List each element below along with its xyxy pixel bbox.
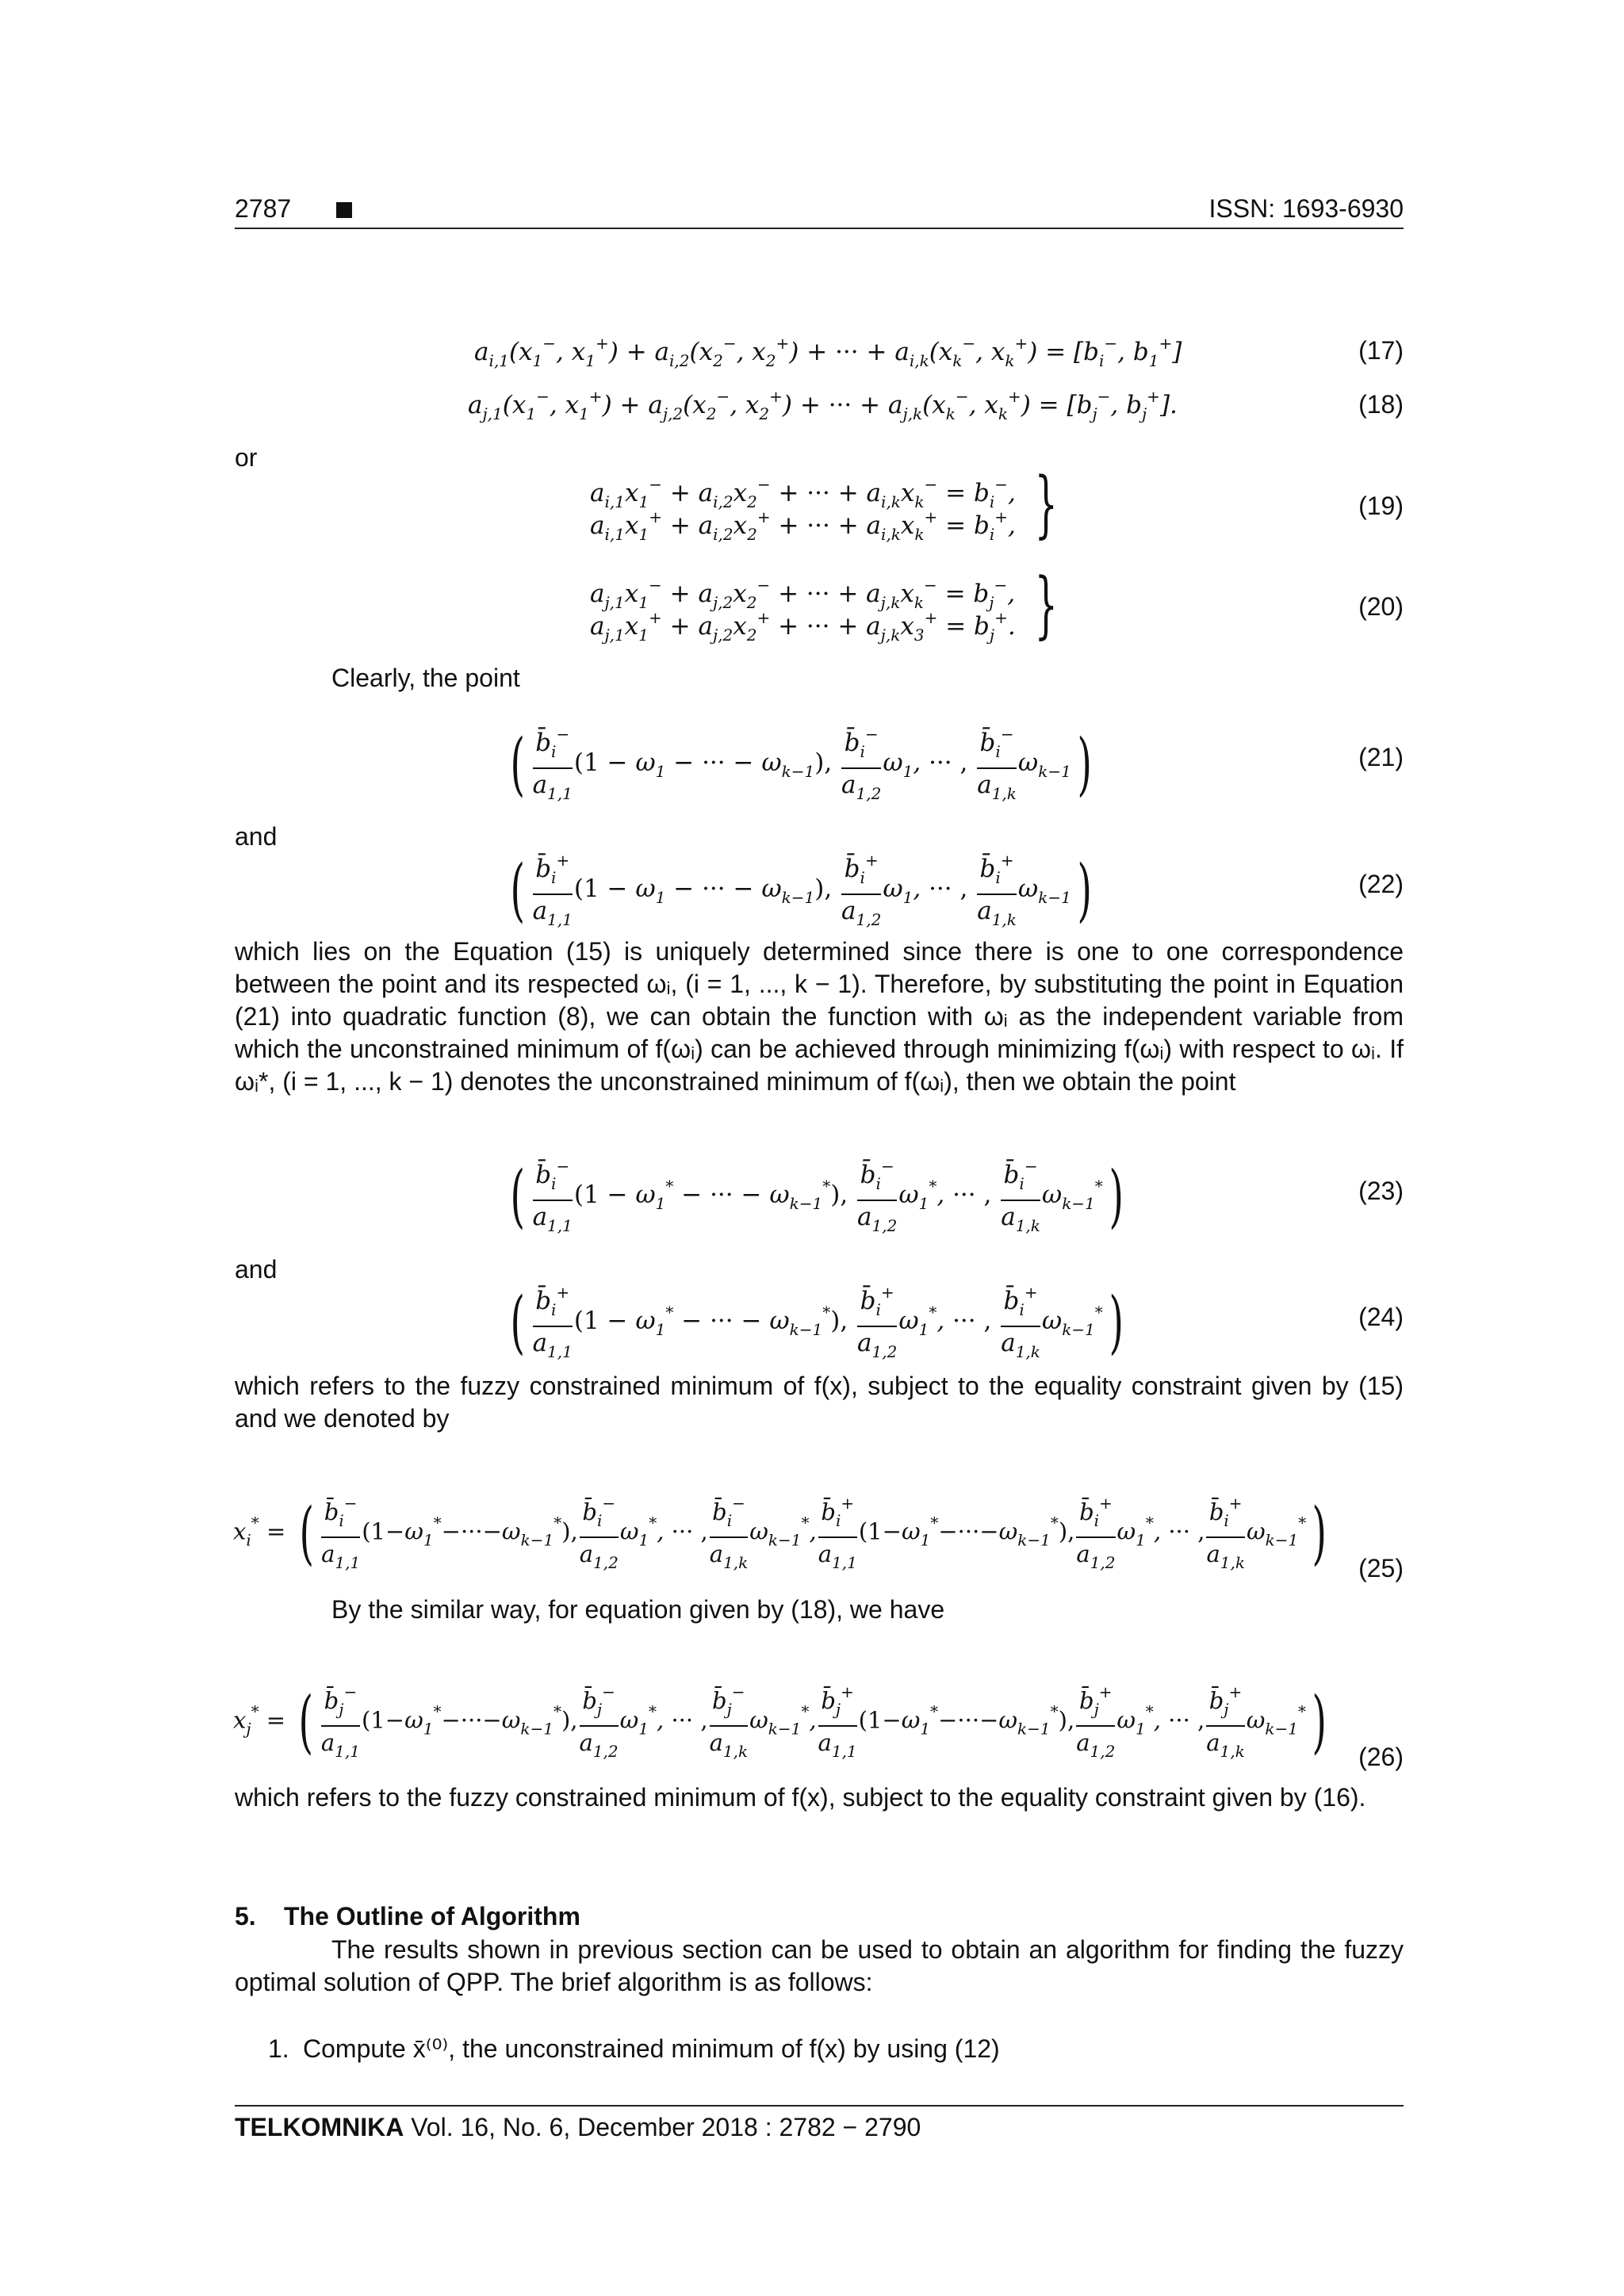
footer-rule (235, 2105, 1404, 2107)
equation-22: ( $\frac{b̄_i^+}{a_{1,1}}$ ($1 - \omega_1$ − ··· − $\omega_{k-1}$), $\frac{b̄_i^+}{a_{1,2}}$ $\omega_1$, ··· , $\frac{b̄_i^+}{a_{1,k}}$ $\omega_{k-1}$) (504, 846, 1097, 934)
equation-number-21: (21) (1358, 743, 1404, 771)
section-number: 5. (235, 1902, 256, 1931)
section-paragraph: The results shown in previous section can be used to obtain an algorithm for finding the fuzzy optimal solution of QPP. The brief algorithm is as follows: (235, 1935, 1404, 1996)
footer-details: Vol. 16, No. 6, December 2018 : 2782 − 2790 (411, 2113, 921, 2141)
equation-25: $x_i^*$ = ( $\frac{b̄_i^-}{a_{1,1}}$ $(1-\omega_1^*-\cdot\cdot\cdot-\omega_{k-1}^*)$, $\frac{b̄_i^-}{a_{1,2}}$ $\omega_1^*$, ··· , $\frac{b̄_i^-}{a_{1,k}}$ $\omega_{k-1}^*$, $\frac{b̄_i^+}{a_{1,1}}$ $(1-\omega_1^*-\cdot\cdot\cdot-\omega_{k-1}^*)$, $\frac{b̄_i^+}{a_{1,2}}$ $\omega_1^*$, ··· , $\frac{b̄_i^+}{a_{1,k}}$ $\omega_{k-1}^*$) (233, 1489, 1333, 1577)
footer (235, 2111, 921, 2144)
equation-number-17: (17) (1358, 336, 1404, 365)
equation-number-23: (23) (1358, 1177, 1404, 1205)
paragraph-3: which refers to the fuzzy constrained minimum of f(x), subject to the equality constraint given by (16). (235, 1783, 1366, 1812)
text-or: or (235, 443, 258, 472)
text-similar: By the similar way, for equation given by (18), we have (331, 1595, 945, 1624)
brace-20: } (1034, 562, 1058, 647)
footer-journal: TELKOMNIKA (235, 2113, 404, 2141)
equation-17: $a_{i,1}(x_1^-$, $x_1^+) + a_{i,2}(x_2^-$, $x_2^+$) + ··· + $a_{i,k}(x_k^-$, $x_k^+) = [b_i^-$, $b_1^+$] (474, 334, 1182, 370)
list-marker-1: 1. (268, 2034, 289, 2063)
equation-20-line-2: $a_{j,1}x_1^+ + a_{j,2}x_2^+$ + ··· + $a_{j,k}x_3^+ = b_j^+$. (590, 608, 1016, 645)
equation-21: ( $\frac{b̄_i^-}{a_{1,1}}$ ($1 - \omega_1$ − ··· − $\omega_{k-1}$), $\frac{b̄_i^-}{a_{1,2}}$ $\omega_1$, ··· , $\frac{b̄_i^-}{a_{1,k}}$ $\omega_{k-1}$) (504, 720, 1097, 808)
equation-24: ( $\frac{b̄_i^+}{a_{1,1}}$ ($1 - \omega_1^*$ − ··· − $\omega_{k-1}^*$), $\frac{b̄_i^+}{a_{1,2}}$ $\omega_1^*$, ··· , $\frac{b̄_i^+}{a_{1,k}}$ $\omega_{k-1}^*$) (504, 1278, 1129, 1366)
equation-23: ( $\frac{b̄_i^-}{a_{1,1}}$ ($1 - \omega_1^*$ − ··· − $\omega_{k-1}^*$), $\frac{b̄_i^-}{a_{1,2}}$ $\omega_1^*$, ··· , $\frac{b̄_i^-}{a_{1,k}}$ $\omega_{k-1}^*$) (504, 1152, 1129, 1240)
equation-19-line-1: $a_{i,1}x_1^- + a_{i,2}x_2^-$ + ··· + $a_{i,k}x_k^- = b_i^-$, (590, 475, 1016, 511)
equation-20-line-1: $a_{j,1}x_1^- + a_{j,2}x_2^-$ + ··· + $a_{j,k}x_k^- = b_j^-$, (590, 576, 1016, 612)
equation-number-24: (24) (1358, 1303, 1404, 1331)
header-square-icon (336, 202, 352, 222)
equation-number-22: (22) (1358, 870, 1404, 898)
header-rule (235, 228, 1404, 229)
equation-number-25: (25) (1358, 1554, 1404, 1582)
text-clearly: Clearly, the point (331, 664, 520, 692)
equation-18: $a_{j,1}(x_1^-$, $x_1^+) + a_{j,2}(x_2^-$, $x_2^+$) + ··· + $a_{j,k}(x_k^-$, $x_k^+) = [b_j^-$, $b_j^+$]. (468, 387, 1178, 423)
paragraph-2: which refers to the fuzzy constrained minimum of f(x), subject to the equality constraint given by (15) and we denoted by (235, 1372, 1404, 1433)
list-item-1: Compute x̄⁽⁰⁾, the unconstrained minimum of f(x) by using (12) (303, 2034, 1000, 2063)
paragraph-1: which lies on the Equation (15) is uniquely determined since there is one to one correspondence between the point and its respected ωᵢ, (i = 1, ..., k − 1). Therefore, by substituting the point in Equation (21) into quadratic function (8), we can obtain the function with ωᵢ as the independent variable from which the unconstrained minimum of f(ωᵢ) can be achieved through minimizing f(ωᵢ) with respect to ωᵢ. If ωᵢ*, (i = 1, ..., k − 1) denotes the unconstrained minimum of f(ωᵢ), then we obtain the point (235, 937, 1404, 1096)
text-and-1: and (235, 822, 278, 851)
equation-number-20: (20) (1358, 592, 1404, 621)
brace-19: } (1034, 461, 1058, 546)
equation-number-19: (19) (1358, 492, 1404, 520)
section-title: The Outline of Algorithm (284, 1902, 580, 1931)
header-issn: ISSN: 1693-6930 (1208, 194, 1404, 223)
equation-19-line-2: $a_{i,1}x_1^+ + a_{i,2}x_2^+$ + ··· + $a_{i,k}x_k^+ = b_i^+$, (590, 507, 1016, 544)
equation-26: $x_j^*$ = ( $\frac{b̄_j^-}{a_{1,1}}$ $(1-\omega_1^*-\cdot\cdot\cdot-\omega_{k-1}^*)$, $\frac{b̄_j^-}{a_{1,2}}$ $\omega_1^*$, ··· , $\frac{b̄_j^-}{a_{1,k}}$ $\omega_{k-1}^*$, $\frac{b̄_j^+}{a_{1,1}}$ $(1-\omega_1^*-\cdot\cdot\cdot-\omega_{k-1}^*)$, $\frac{b̄_j^+}{a_{1,2}}$ $\omega_1^*$, ··· , $\frac{b̄_j^+}{a_{1,k}}$ $\omega_{k-1}^*$) (233, 1678, 1333, 1766)
equation-number-26: (26) (1358, 1743, 1404, 1771)
text-and-2: and (235, 1255, 278, 1284)
page-number: 2787 (235, 194, 292, 223)
equation-number-18: (18) (1358, 390, 1404, 419)
